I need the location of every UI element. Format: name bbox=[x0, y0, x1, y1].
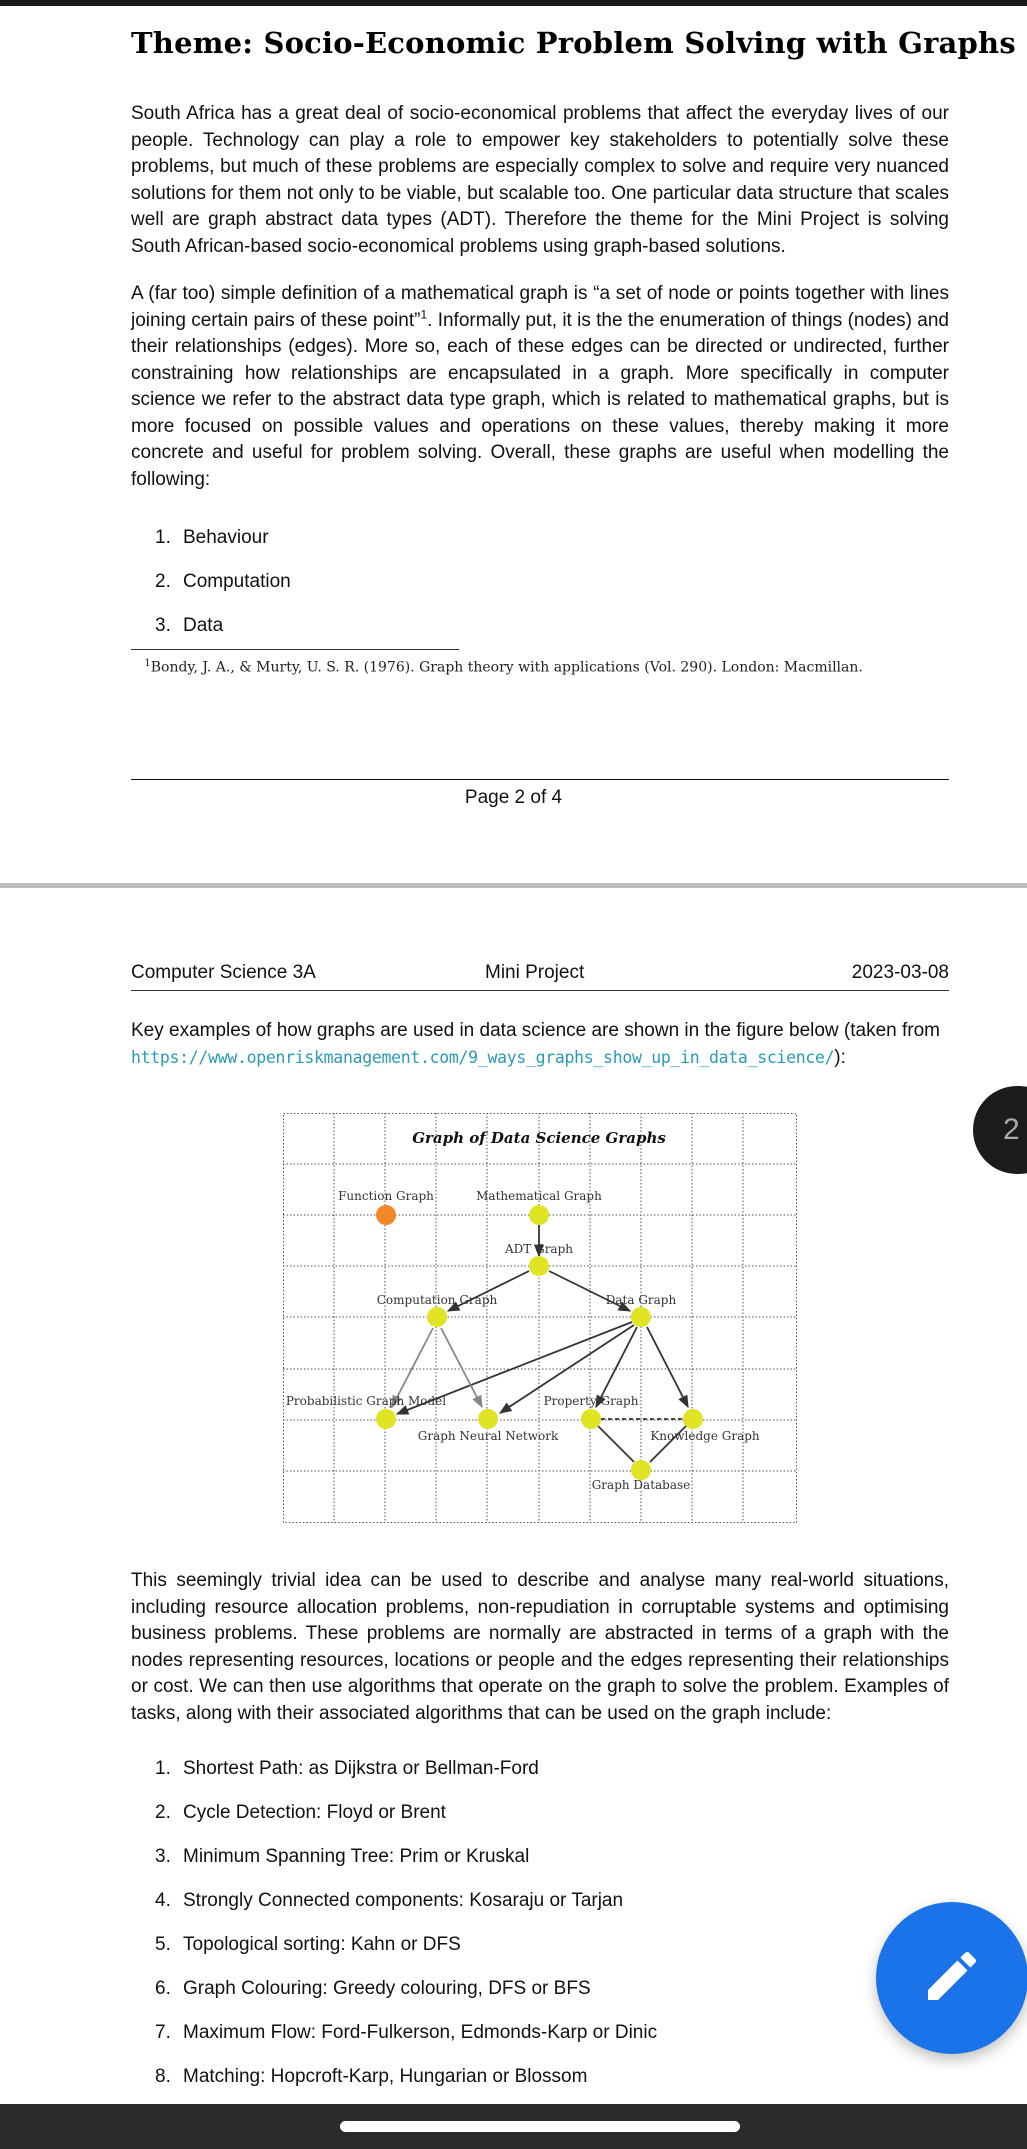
label-adt-graph: ADT Graph bbox=[505, 1242, 573, 1256]
pencil-icon bbox=[920, 1944, 984, 2012]
section-title: Theme: Socio-Economic Problem Solving with Graphs bbox=[131, 26, 1016, 60]
list-text: Strongly Connected components: Kosaraju or Tarjan bbox=[183, 1890, 624, 1911]
label-knowledge-graph: Knowledge Graph bbox=[650, 1429, 760, 1443]
node-mathematical-graph bbox=[529, 1205, 549, 1225]
label-computation-graph: Computation Graph bbox=[376, 1293, 498, 1307]
list-number: 6. bbox=[155, 1978, 171, 1999]
list-text: Cycle Detection: Floyd or Brent bbox=[183, 1802, 446, 1823]
list-item bbox=[155, 2022, 657, 2044]
footnote-mark: 1 bbox=[144, 658, 151, 669]
figure-grid bbox=[283, 1113, 797, 1523]
list-item bbox=[155, 527, 269, 549]
edge-property-database bbox=[598, 1426, 634, 1462]
list-item bbox=[155, 1802, 446, 1824]
header-divider bbox=[131, 990, 949, 991]
header-date: 2023-03-08 bbox=[851, 962, 949, 983]
current-page-indicator[interactable]: 2 bbox=[973, 1086, 1027, 1174]
page-number: Page 2 of 4 bbox=[464, 787, 563, 808]
label-function-graph: Function Graph bbox=[338, 1189, 434, 1203]
list-text: Minimum Spanning Tree: Prim or Kruskal bbox=[183, 1846, 530, 1867]
list-number: 3. bbox=[155, 615, 171, 636]
source-link[interactable]: https://www.openriskmanagement.com/9_ways_graphs_show_up_in_data_science/ bbox=[131, 1047, 835, 1067]
footnote-text: Bondy, J. A., & Murty, U. S. R. (1976). Graph theory with applications (Vol. 290). London: Macmillan. bbox=[150, 659, 863, 676]
edge-data-knowledge bbox=[647, 1327, 688, 1407]
list-text: Behaviour bbox=[183, 527, 269, 548]
list-number: 2. bbox=[155, 1802, 171, 1823]
list-text: Topological sorting: Kahn or DFS bbox=[183, 1934, 461, 1955]
node-function-graph bbox=[376, 1205, 396, 1225]
node-graph-database bbox=[631, 1460, 651, 1480]
label-graph-database: Graph Database bbox=[591, 1478, 691, 1492]
list-item bbox=[155, 571, 291, 593]
footer-divider bbox=[131, 779, 949, 780]
figure-intro-paragraph bbox=[131, 1018, 949, 1071]
list-item bbox=[155, 1758, 539, 1780]
node-property-graph bbox=[581, 1409, 601, 1429]
node-graph-neural-network bbox=[478, 1409, 498, 1429]
graph-figure bbox=[283, 1113, 797, 1523]
list-text: Graph Colouring: Greedy colouring, DFS or BFS bbox=[183, 1978, 591, 1999]
pdf-page-2 bbox=[0, 6, 1027, 883]
home-gesture-handle[interactable] bbox=[340, 2121, 740, 2132]
list-number: 3. bbox=[155, 1846, 171, 1867]
list-text: Matching: Hopcroft-Karp, Hungarian or Blossom bbox=[183, 2066, 588, 2087]
pdf-page-3 bbox=[0, 888, 1027, 2098]
list-item bbox=[155, 1890, 623, 1912]
list-number: 1. bbox=[155, 527, 171, 548]
list-text: Maximum Flow: Ford-Fulkerson, Edmonds-Karp or Dinic bbox=[183, 2022, 658, 2043]
label-data-graph: Data Graph bbox=[605, 1293, 677, 1307]
node-adt-graph bbox=[529, 1256, 549, 1276]
label-property-graph: Property Graph bbox=[543, 1394, 639, 1408]
node-data-graph bbox=[631, 1307, 651, 1327]
edit-button[interactable] bbox=[876, 1902, 1027, 2054]
label-graph-neural-network: Graph Neural Network bbox=[417, 1429, 559, 1443]
header-course: Computer Science 3A bbox=[131, 962, 316, 983]
list-item bbox=[155, 2066, 587, 2088]
list-item bbox=[155, 1978, 591, 2000]
list-item bbox=[155, 1846, 529, 1868]
list-item bbox=[155, 615, 223, 637]
list-item bbox=[155, 1934, 461, 1956]
label-probabilistic-graph-model: Probabilistic Graph Model bbox=[285, 1394, 447, 1408]
list-number: 2. bbox=[155, 571, 171, 592]
intro-paragraph: South Africa has a great deal of socio-economical problems that affect the everyday lives of our people. Technology can play a role to empower key stakeholders to potentially solve these problems, but much of these problems are especially complex to solve and require very nuanced solutions for them not only to be viable, but scalable too. One particular data structure that scales well are graph abstract data types (ADT). Therefore the theme for the Mini Project is solving South African-based socio-economical problems using graph-based solutions. bbox=[131, 103, 949, 257]
label-mathematical-graph: Mathematical Graph bbox=[476, 1189, 602, 1203]
list-text: Computation bbox=[183, 571, 291, 592]
figure-title: Graph of Data Science Graphs bbox=[412, 1129, 666, 1147]
footnote-divider bbox=[131, 649, 459, 650]
node-knowledge-graph bbox=[683, 1409, 703, 1429]
list-number: 4. bbox=[155, 1890, 171, 1911]
footnote-reference[interactable]: 1 bbox=[420, 307, 428, 322]
list-text: Shortest Path: as Dijkstra or Bellman-Ford bbox=[183, 1758, 539, 1779]
list-number: 7. bbox=[155, 2022, 171, 2043]
footnote bbox=[131, 654, 949, 678]
list-number: 1. bbox=[155, 1758, 171, 1779]
intro-text: Key examples of how graphs are used in data science are shown in the figure below (taken from bbox=[131, 1020, 941, 1041]
definition-paragraph bbox=[131, 281, 949, 493]
header-project: Mini Project bbox=[485, 962, 585, 983]
node-computation-graph bbox=[427, 1307, 447, 1327]
definition-text-a: A (far too) simple definition of a mathematical graph is “a set of node or points together with lines joining certain pairs of these point” bbox=[131, 283, 949, 331]
list-text: Data bbox=[183, 615, 224, 636]
list-number: 8. bbox=[155, 2066, 171, 2087]
intro-end: ): bbox=[834, 1046, 846, 1068]
definition-text-b: . Informally put, it is the the enumeration of things (nodes) and their relationships (edges). More so, each of these edges can be directed or undirected, further constraining how relationships are encapsulated in a graph. More specifically in computer science we refer to the abstract data type graph, which is related to mathematical graphs, but is more focused on possible values and operations on these values, thereby making it more concrete and useful for problem solving. Overall, these graphs are useful when modelling the following: bbox=[131, 309, 949, 490]
algorithms-paragraph: This seemingly trivial idea can be used to describe and analyse many real-world situations, including resource allocation problems, non-repudiation in corruptable systems and optimising business problems. These problems are normally are abstracted in terms of a graph with the nodes representing resources, locations or people and the edges representing their relationships or cost. We can then use algorithms that operate on the graph to solve the problem. Examples of tasks, along with their associated algorithms that can be used on the graph include: bbox=[131, 1570, 949, 1724]
node-probabilistic-graph-model bbox=[376, 1409, 396, 1429]
list-number: 5. bbox=[155, 1934, 171, 1955]
